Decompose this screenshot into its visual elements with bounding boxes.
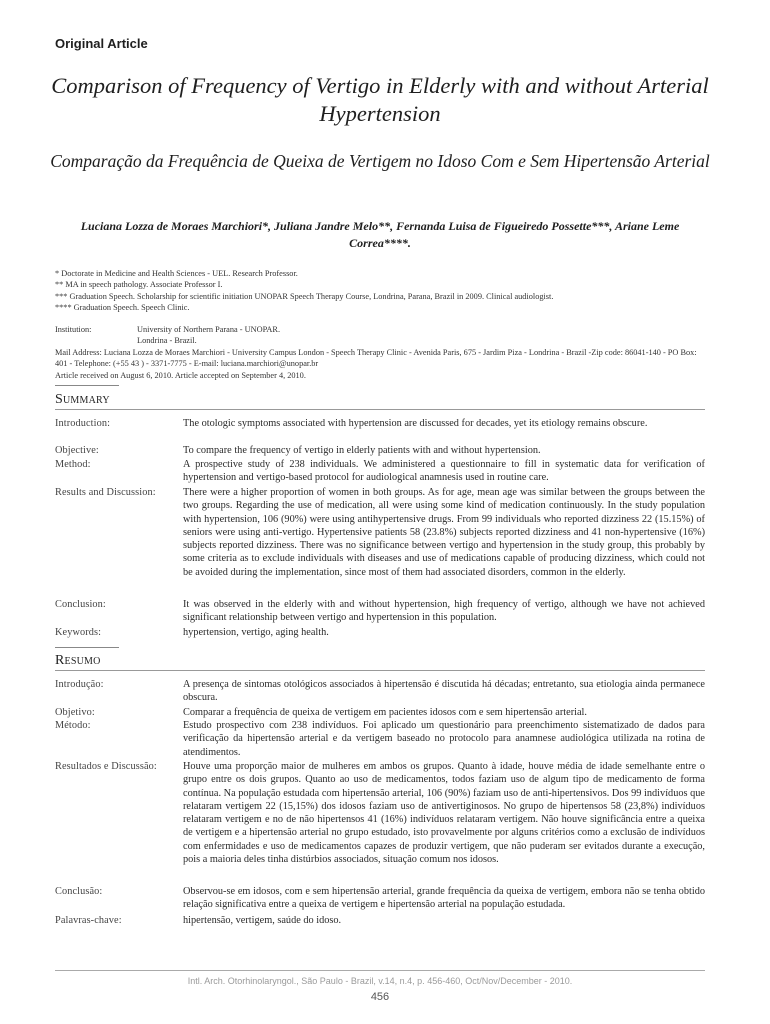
mail-address: Mail Address: Luciana Lozza de Moraes Marchiori - University Campus London - Speech Therapy Clinic - Avenida Paris, 675 - Jardim Piza - Londrina - Brazil -Zip code: 86041-140 - PO Box: 401 - Telephone: (+55 43 ) - 3371-7775 - E-mail: luciana.marchiori@unopar.br xyxy=(55,347,697,369)
section-text: It was observed in the elderly with and without hypertension, high frequency of vertigo, although we have not achieved significant relationship between vertigo and hypertension in this population. xyxy=(183,599,705,624)
institution-location: Londrina - Brazil. xyxy=(137,336,197,346)
section-label: Objective: xyxy=(55,445,99,456)
section-text: Houve uma proporção maior de mulheres em ambos os grupos. Quanto à idade, houve média de idade semelhante entre o grupo entre os dois grupos. Quanto ao uso de medicamentos, todos faziam uso de algum tipo de medicamento de forma contínua. Na população estudada com hipertensão arterial, 106 (90%) faziam uso de anti-hipertensivos. Dos 99 indivíduos que relataram vertigem 22 (15,15%) dos idosos faziam uso de antivertiginosos. No grupo de hipertensos 58 (23,8%) indivíduos relataram vertigem e no de não hipertensos 41 (16%) indivíduos relataram vertigem. Não houve significância entre a queixa de vertigem e a hipertensão arterial no grupo estudado, isto provavelmente por alguns critérios como a exclusão de indivíduos com enfermidades e uso de medicamentos capazes de produzir vertigem, que não puderam ser evitados durante a execução, pois a maioria deles tinha distúrbios associados, situação comum nos idosos. xyxy=(183,761,705,866)
institution-block xyxy=(55,324,705,381)
section-text: Observou-se em idosos, com e sem hipertensão arterial, grande frequência da queixa de vertigem, embora não se tenha obtido relação significativa entre a queixa de vertigem e hipertensão arterial na população estudada. xyxy=(183,886,705,911)
summary-heading: Summary xyxy=(55,392,110,407)
article-title: Comparison of Frequency of Vertigo in Elderly with and without Arterial Hypertension xyxy=(51,73,709,126)
institution-name: University of Northern Parana - UNOPAR. xyxy=(137,325,281,334)
received-dates: Article received on August 6, 2010. Article accepted on September 4, 2010. xyxy=(55,370,306,380)
summary-divider xyxy=(55,409,705,410)
author-affiliations xyxy=(55,268,705,314)
section-text: The otologic symptoms associated with hypertension are discussed for decades, yet its etiology remains obscure. xyxy=(183,418,648,429)
resumo-divider xyxy=(55,670,705,671)
institution-label: Institution: xyxy=(55,325,92,334)
section-label: Keywords: xyxy=(55,627,102,638)
section-text: Comparar a frequência de queixa de vertigem em pacientes idosos com e sem hipertensão arterial. xyxy=(183,707,587,718)
section-label: Results and Discussion: xyxy=(55,487,156,498)
journal-citation: Intl. Arch. Otorhinolaryngol., São Paulo - Brazil, v.14, n.4, p. 456-460, Oct/Nov/December - 2010. xyxy=(187,976,573,986)
section-text: A presença de sintomas otológicos associados à hipertensão é discutida há décadas; entretanto, sua etiologia ainda permanece obscura. xyxy=(183,679,705,704)
section-label: Objetivo: xyxy=(55,707,95,718)
article-subtitle: Comparação da Frequência de Queixa de Vertigem no Idoso Com e Sem Hipertensão Arterial xyxy=(50,151,710,171)
section-text: hypertension, vertigo, aging health. xyxy=(183,627,329,638)
section-label: Conclusion: xyxy=(55,599,106,610)
section-text: A prospective study of 238 individuals. We administered a questionnaire to fill in systematic data for verification of hypertension and vertigo-based protocol for audiological anamnesis used in routine care. xyxy=(183,459,705,484)
affiliation-note: **** Graduation Speech. Speech Clinic. xyxy=(55,303,190,313)
section-text: hipertensão, vertigem, saúde do idoso. xyxy=(183,915,342,926)
affiliation-note: ** MA in speech pathology. Associate Professor I. xyxy=(55,280,223,290)
section-label: Introdução: xyxy=(55,679,104,690)
section-label: Palavras-chave: xyxy=(55,915,122,926)
page-number: 456 xyxy=(370,991,390,1003)
footer-divider xyxy=(55,970,705,971)
section-text: To compare the frequency of vertigo in elderly patients with and without hypertension. xyxy=(183,445,541,456)
affiliation-note: * Doctorate in Medicine and Health Sciences - UEL. Research Professor. xyxy=(55,269,298,278)
section-label: Método: xyxy=(55,720,91,731)
section-label: Resultados e Discussão: xyxy=(55,761,157,772)
author-list: Luciana Lozza de Moraes Marchiori*, Juliana Jandre Melo**, Fernanda Luisa de Figueiredo Possette***, Ariane Leme Correa****. xyxy=(80,219,680,250)
divider xyxy=(55,385,119,386)
article-type-label: Original Article xyxy=(55,36,148,51)
resumo-heading: Resumo xyxy=(55,653,101,668)
section-text: There were a higher proportion of women in both groups. As for age, mean age was similar between the groups between the two groups. Regarding the use of medication, all were using some kind of medication continuously. In the study population with hypertension, 106 (90%) were using antihypertensive drugs. From 99 individuals who reported dizziness 22 (15.15%) of seniors were using anti-vertigo. Hypertensive patients 58 (23.8%) subjects reported dizziness and 41 non-hypertensive (16%) subjects reported dizziness. There was no significance between vertigo and hypertension in the study group, this probably by some criteria as to exclude individuals with diseases and use of medications capable of producing dizziness, which could not be avoided during the implementation, since most of them had associated disorders, common in the elderly. xyxy=(183,487,705,578)
affiliation-note: *** Graduation Speech. Scholarship for scientific initiation UNOPAR Speech Therapy Course, Londrina, Parana, Brazil in 2009. Clinical audiologist. xyxy=(55,291,554,301)
section-label: Conclusão: xyxy=(55,886,103,897)
section-text: Estudo prospectivo com 238 indivíduos. Foi aplicado um questionário para preenchimento sistematizado de dados para verificação da hipertensão arterial e da vertigem baseado no protocolo para anamnese audiológica utilizada na rotina de atendimentos. xyxy=(183,720,705,758)
section-label: Method: xyxy=(55,459,91,470)
divider xyxy=(55,647,119,648)
section-label: Introduction: xyxy=(55,418,111,429)
